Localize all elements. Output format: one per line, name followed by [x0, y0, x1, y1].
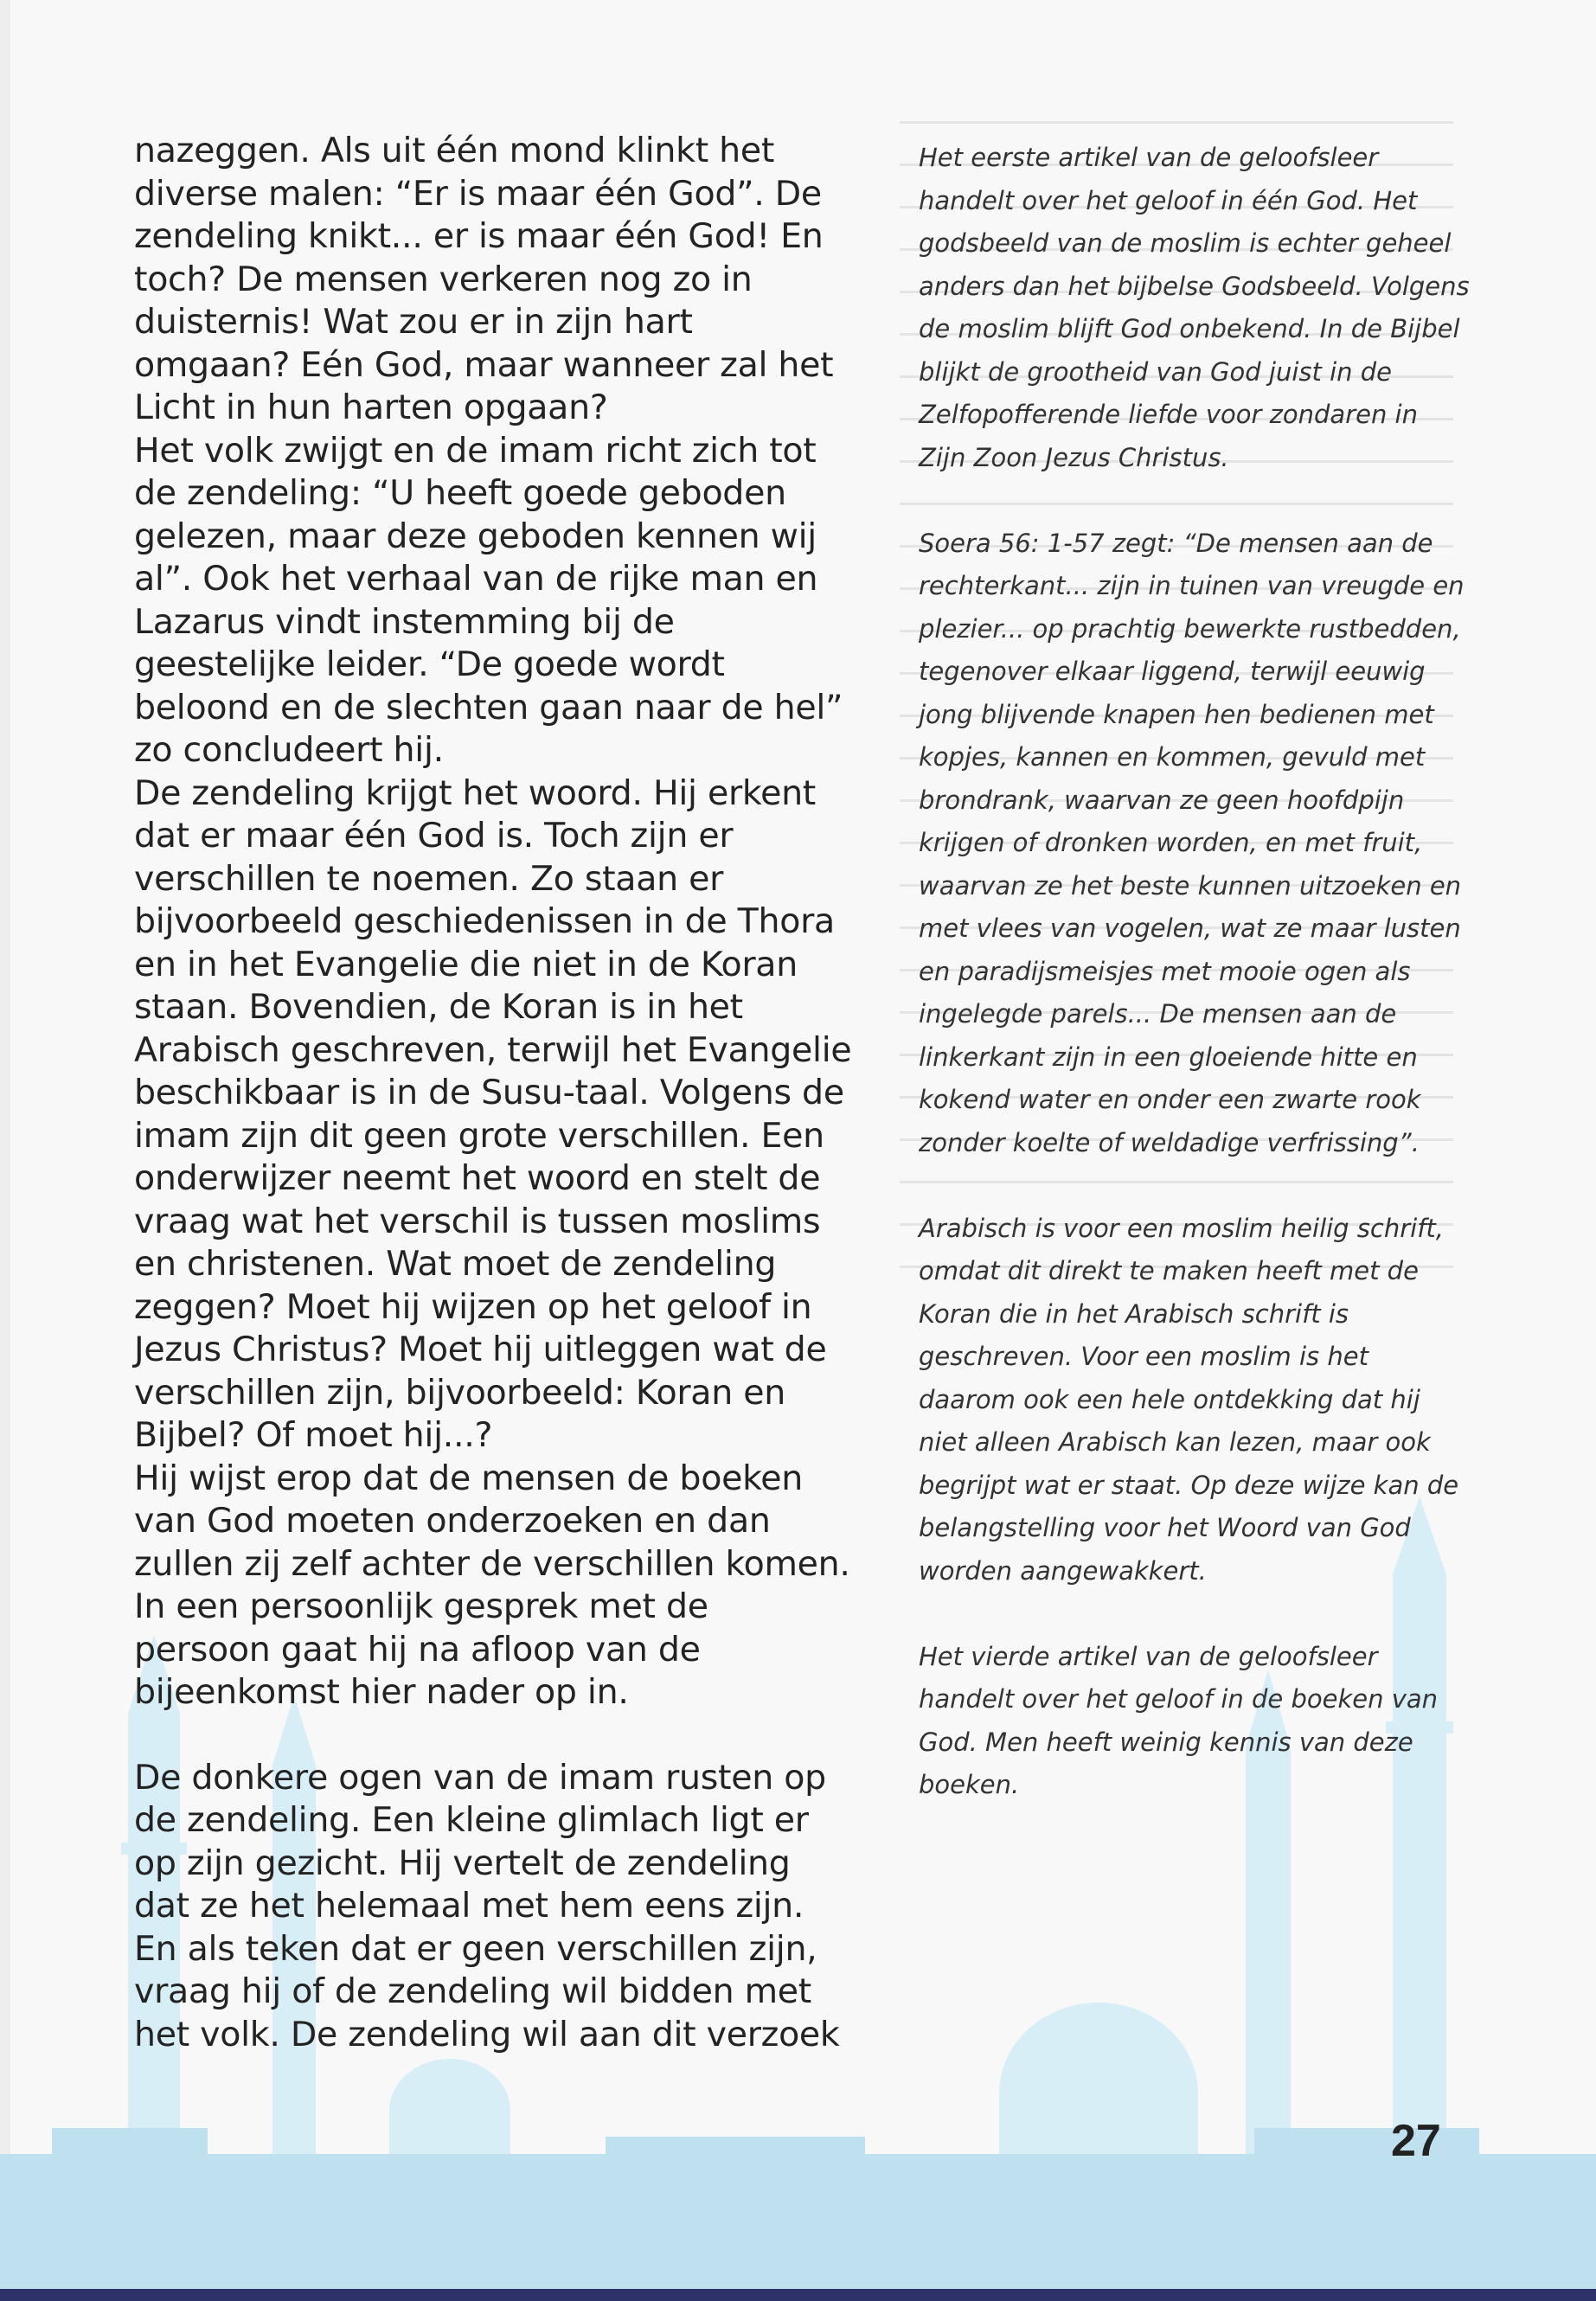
main-paragraph-5: De donkere ogen van de imam rusten op de zendeling. Een kleine glimlach ligt er op zijn gezicht. Hij vertelt de zendeling dat ze het helemaal met hem eens zijn. En als teken dat er geen verschillen zijn, vraag hij of de zendeling wil bidden met het volk. De zendeling wil aan dit verzoek — [134, 1757, 840, 2054]
page-number: 27 — [1391, 2116, 1441, 2166]
sidebar-note-1: Het eerste artikel van de geloofsleer handelt over het geloof in één God. Het godsbeeld van de moslim is echter geheel anders dan het bijbelse Godsbeeld. Volgens de moslim blijft God onbekend. In de Bijbel blijkt de grootheid van God juist in de Zelfopofferende liefde voor zondaren in Zijn Zoon Jezus Christus. — [919, 143, 1470, 472]
main-paragraph-2: Het volk zwijgt en de imam richt zich tot de zendeling: “U heeft goede geboden gelezen, maar deze geboden kennen wij al”. Ook het verhaal van de rijke man en Lazarus vindt instemming bij de geestelijke leider. “De goede wordt beloond en de slechten gaan naar de hel” zo concludeert hij. — [134, 430, 843, 770]
sidebar-note-4: Het vierde artikel van de geloofsleer handelt over het geloof in de boeken van God. Men heeft weinig kennis van deze boeken. — [919, 1641, 1439, 1799]
main-paragraph-3: De zendeling krijgt het woord. Hij erkent dat er maar één God is. Toch zijn er verschillen te noemen. Zo staan er bijvoorbeeld geschiedenissen in de Thora en in het Evangelie die niet in de Koran staan. Bovendien, de Koran is in het Arabisch geschreven, terwijl het Evangelie beschikbaar is in de Susu-taal. Volgens de imam zijn dit geen grote verschillen. Een onderwijzer neemt het woord en stelt de vraag wat het verschil is tussen moslims en christenen. Wat moet de zendeling zeggen? Moet hij wijzen op het geloof in Jezus Christus? Moet hij uitleggen wat de verschillen zijn, bijvoorbeeld: Koran en Bijbel? Of moet hij...? — [134, 772, 852, 1455]
main-paragraph-1: nazeggen. Als uit één mond klinkt het diverse malen: “Er is maar één God”. De zendeling knikt... er is maar één God! En toch? De mensen verkeren nog zo in duisternis! Wat zou er in zijn hart omgaan? Eén God, maar wanneer zal het Licht in hun harten opgaan? — [134, 131, 834, 427]
main-paragraph-4: Hij wijst erop dat de mensen de boeken van God moeten onderzoeken en dan zullen zij zelf achter de verschillen komen. In een persoonlijk gesprek met de persoon gaat hij na afloop van de bijeenkomst hier nader op in. — [134, 1458, 850, 1712]
sidebar-note-3: Arabisch is voor een moslim heilig schrift, omdat dit direkt te maken heeft met de Koran die in het Arabisch schrift is geschreven. Voor een moslim is het daarom ook een hele ontdekking dat hij niet alleen Arabisch kan lezen, maar ook begrijpt wat er staat. Op deze wijze kan de belangstelling voor het Woord van God worden aangewakkert. — [919, 1213, 1459, 1586]
main-text-column — [134, 130, 852, 2056]
sidebar-note-2: Soera 56: 1-57 zegt: “De mensen aan de rechterkant... zijn in tuinen van vreugde en plezier... op prachtig bewerkte rustbedden, tegenover elkaar liggend, terwijl eeuwig jong blijvende knapen hen bedienen met kopjes, kannen en kommen, gevuld met brondrank, waarvan ze geen hoofdpijn krijgen of dronken worden, en met fruit, waarvan ze het beste kunnen uitzoeken en met vlees van vogelen, wat ze maar lusten en paradijsmeisjes met mooie ogen als ingelegde parels... De mensen aan de linkerkant zijn in een gloeiende hitte en kokend water en onder een zwarte rook zonder koelte of weldadige verfrissing”. — [919, 528, 1465, 1157]
sidebar-notes-column — [919, 137, 1472, 1849]
bottom-color-strip — [0, 2289, 1596, 2301]
